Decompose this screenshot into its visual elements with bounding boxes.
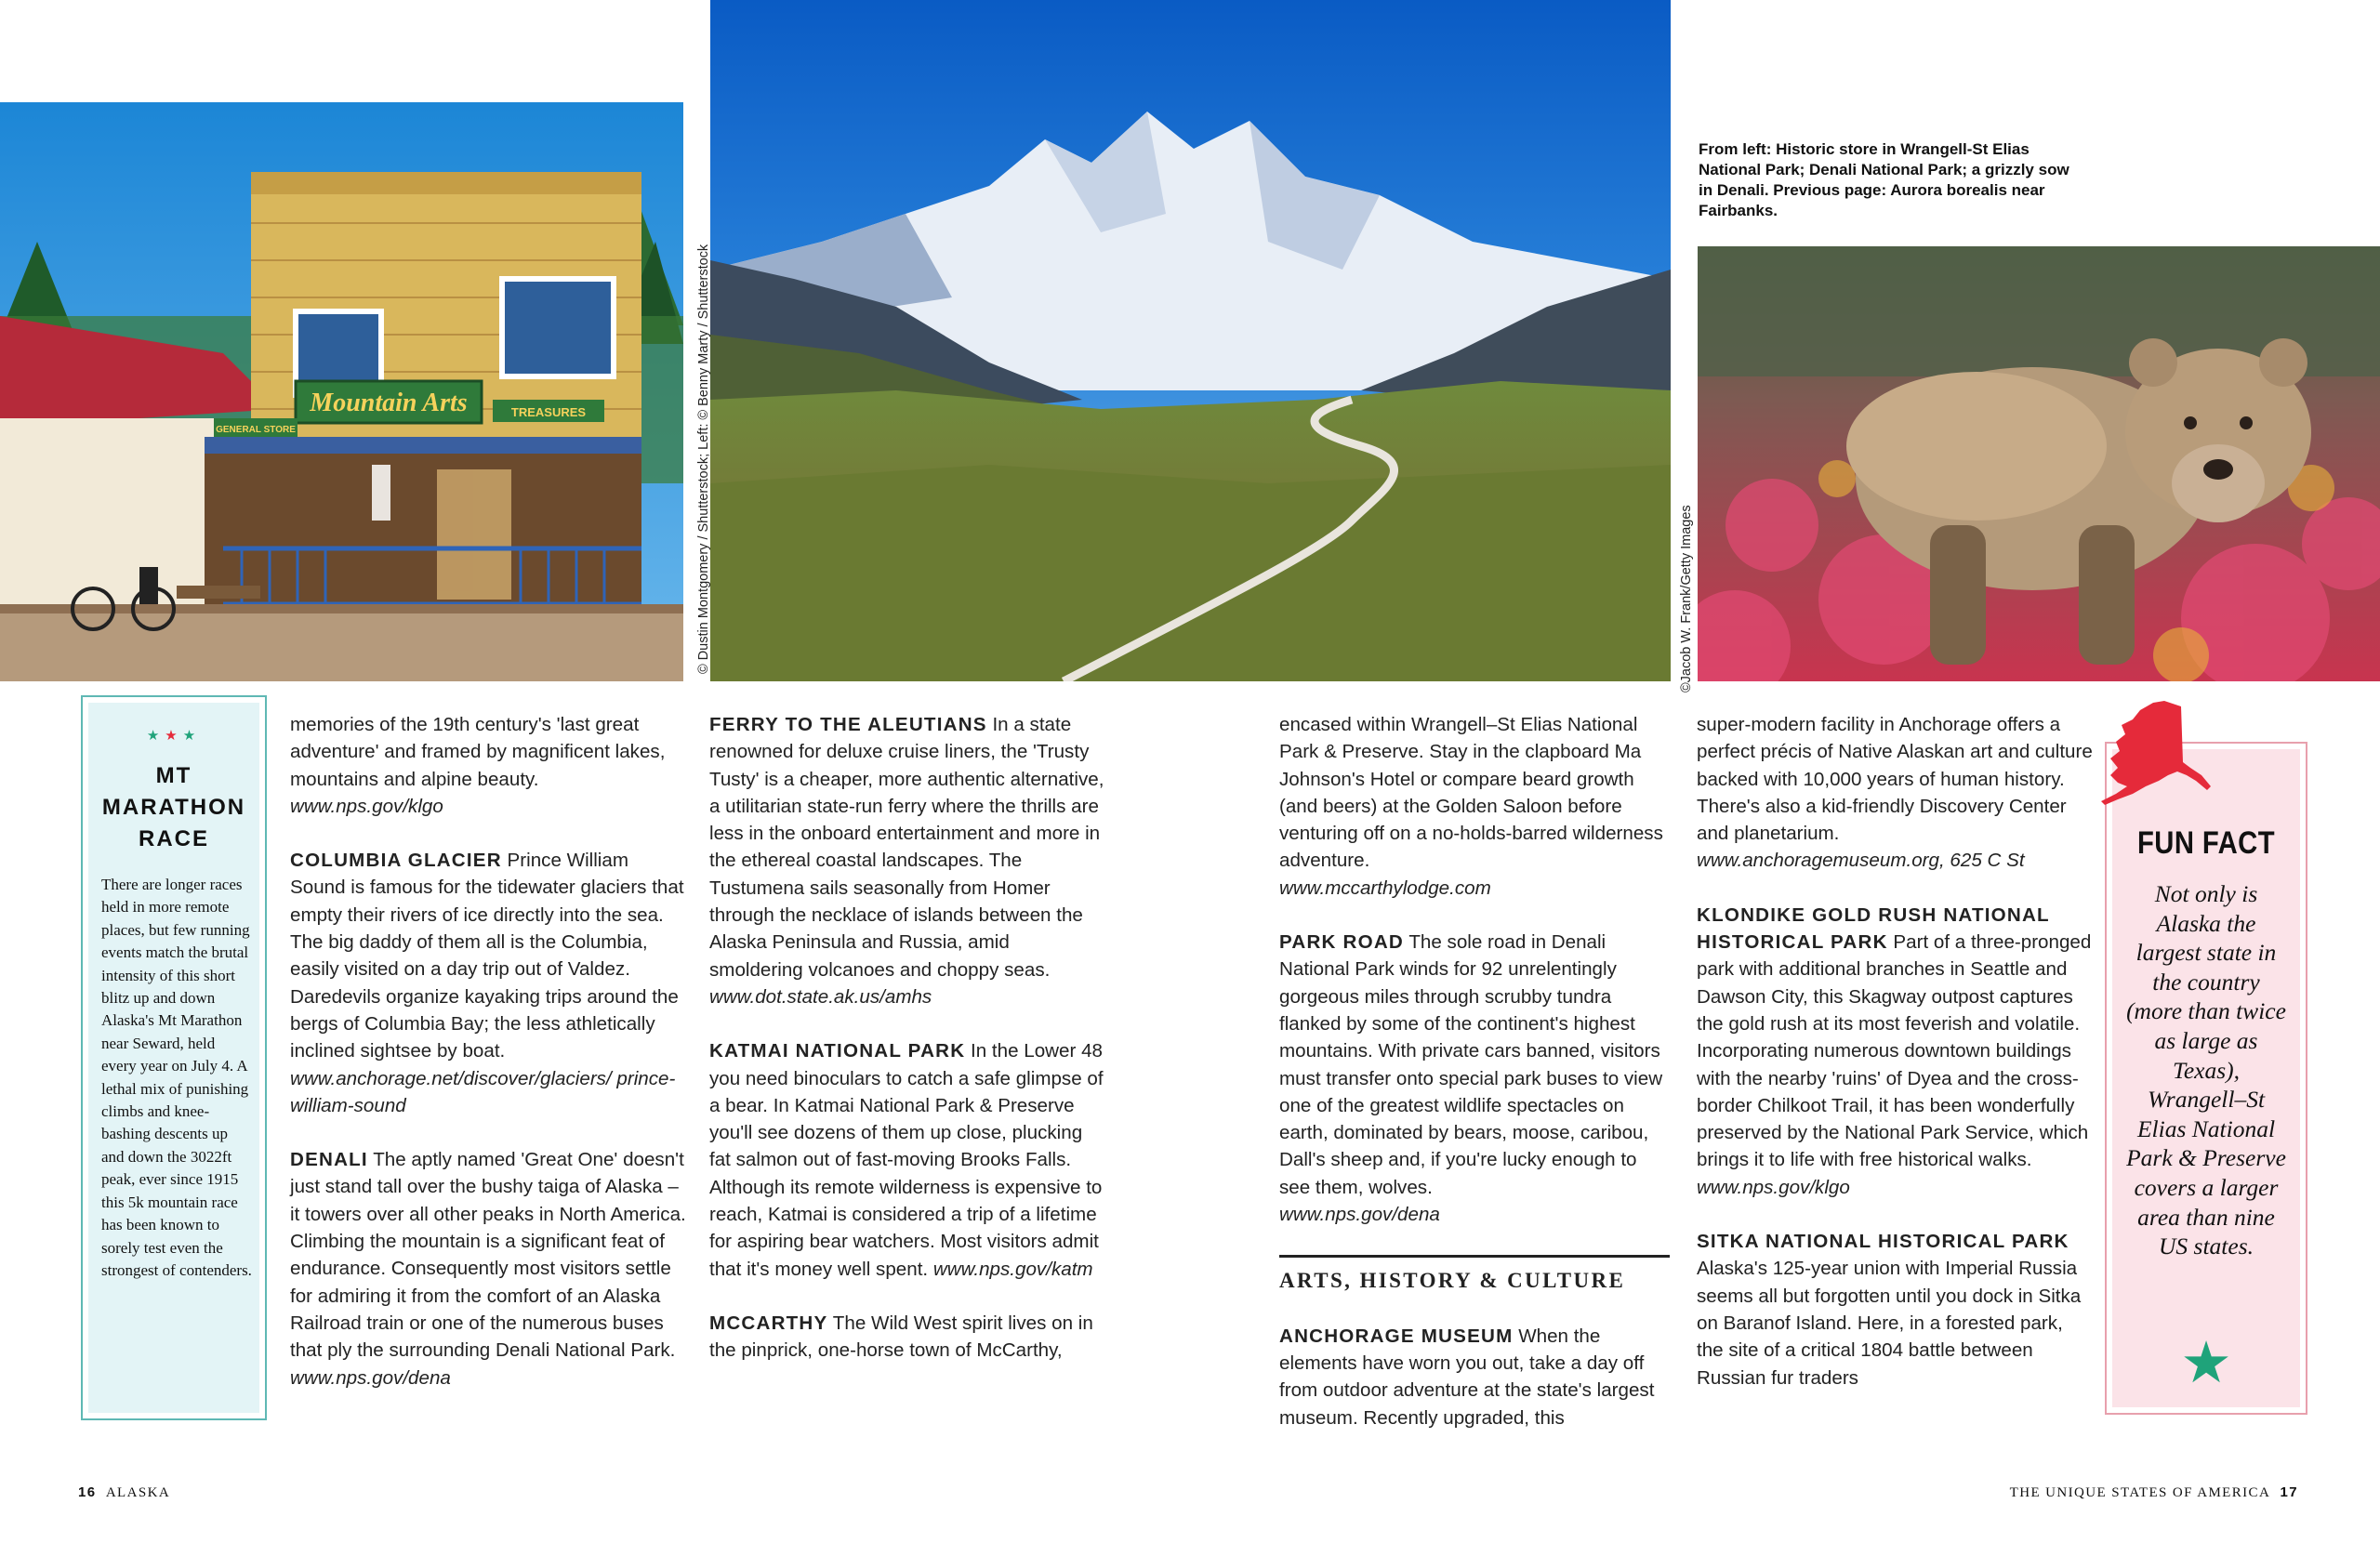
sidebar-stars [88, 727, 259, 744]
photo-credit-right: ©Jacob W. Frank/Getty Images [1679, 505, 1694, 692]
article-text: super-modern facility in Anchorage offers a perfect précis of Native Alaskan art and culture backed with 10,000 years of human history. There's also a kid-friendly Discovery Center and planetarium. [1697, 714, 2093, 845]
fun-fact-box-inner [2112, 749, 2300, 1407]
green-star-icon: ★ [2180, 1331, 2232, 1395]
article-link[interactable]: www.nps.gov/klgo [1697, 1176, 1850, 1198]
photo-caption: From left: Historic store in Wrangell-St Elias National Park; Denali National Park; a grizzly sow in Denali. Previous page: Aurora borealis near Fairbanks. [1699, 140, 2069, 219]
photo-credit-left: © Dustin Montgomery / Shutterstock; Left: © Benny Marty / Shutterstock [696, 244, 711, 674]
section-label-left: ALASKA [105, 1485, 171, 1500]
mt-marathon-sidebar-inner [88, 703, 259, 1413]
store-sign-side-text: TREASURES [510, 405, 587, 419]
article-text: When the elements have worn you out, take a day off from outdoor adventure at the state's largest museum. Recently upgraded, this [1279, 1325, 1655, 1429]
article-text: In a state renowned for deluxe cruise liners, the 'Trusty Tusty' is a cheaper, more authentic alternative, a utilitarian state-run ferry where the thrills are less in the onboard entertainment and more in the ethereal coastal landscapes. The Tustumena sails seasonally from Homer through the necklace of islands between the Alaska Peninsula and Russia, amid smoldering volcanoes and choppy seas. [709, 714, 1104, 981]
article-text: memories of the 19th century's 'last great adventure' and framed by magnificent lakes, mountains and alpine beauty. [290, 714, 666, 790]
store-sign-left-text: GENERAL STORE [216, 425, 296, 435]
page-number-right: 17 [2280, 1484, 2298, 1500]
article-text: Part of a three-pronged park with additional branches in Seattle and Dawson City, this Skagway outpost captures the gold rush at its most feverish and volatile. Incorporating numerous downtown buildings with the nearby 'ruins' of Dyea and the cross-border Chilkoot Trail, it has been wonderfully preserved by the National Park Service, which brings it to life with free historical walks. [1697, 931, 2092, 1171]
article-link[interactable]: www.mccarthylodge.com [1279, 877, 1491, 899]
store-photo-image [0, 102, 683, 681]
star-green-icon: ★ [146, 728, 165, 744]
sidebar-title-line: MARATHON [101, 795, 246, 820]
section-heading: DENALI [290, 1149, 368, 1171]
fun-fact-title: FUN FACT [2136, 825, 2276, 861]
section-heading: PARK ROAD [1279, 931, 1404, 954]
article-text: The Wild West spirit lives on in the pinprick, one-horse town of McCarthy, [709, 1312, 1093, 1362]
article-link[interactable]: www.nps.gov/dena [1279, 1204, 1440, 1226]
section-heading: MCCARTHY [709, 1312, 828, 1334]
article-link[interactable]: www.nps.gov/klgo [290, 795, 443, 817]
fun-fact-body: Not only is Alaska the largest state in the country (more than twice as large as Texas), Wrangell–St Elias National Park & Preserve covers a larger area than nine US states. [2126, 880, 2286, 1260]
article-column-2 [709, 711, 1105, 1365]
section-heading: COLUMBIA GLACIER [290, 850, 502, 872]
alaska-map-icon [2099, 697, 2215, 809]
article-column-4 [1697, 711, 2095, 1391]
mt-marathon-sidebar [81, 695, 267, 1420]
denali-photo [710, 0, 1671, 681]
store-photo [0, 102, 683, 681]
article-text: Prince William Sound is famous for the tidewater glaciers that empty their rivers of ice directly into the sea. The big daddy of them all is the Columbia, easily visited on a day trip out of Valdez. Daredevils organize kayaking trips around the bergs of Columbia Bay; the less athletically inclined sightsee by boat. [290, 850, 684, 1062]
article-link[interactable]: www.nps.gov/katm [932, 1258, 1093, 1280]
grizzly-photo [1698, 246, 2380, 681]
grizzly-photo-image [1698, 246, 2380, 681]
section-label-right: THE UNIQUE STATES OF AMERICA [2009, 1485, 2271, 1500]
page-number-left: 16 [78, 1484, 97, 1500]
sidebar-title [88, 760, 259, 855]
section-heading: ANCHORAGE MUSEUM [1279, 1325, 1514, 1347]
page-footer-left [78, 1484, 170, 1501]
section-heading: KLONDIKE GOLD RUSH NATIONAL HISTORICAL PARK [1697, 903, 2050, 954]
store-sign-text: Mountain Arts [310, 389, 468, 417]
page-footer-right [2010, 1484, 2298, 1501]
article-column-3 [1279, 711, 1670, 1431]
article-link[interactable]: www.anchorage.net/discover/glaciers/ prince-william-sound [290, 1067, 676, 1116]
arts-history-culture-heading: ARTS, HISTORY & CULTURE [1279, 1255, 1670, 1294]
section-heading: KATMAI NATIONAL PARK [709, 1040, 966, 1062]
denali-photo-image [710, 0, 1671, 681]
star-green-icon: ★ [182, 728, 202, 744]
article-text: The sole road in Denali National Park winds for 92 unrelentingly gorgeous miles through scrubby tundra flanked by some of the continent's highest mountains. With private cars banned, visitors must transfer onto special park buses to view one of the greatest wildlife spectacles on earth, dominated by bears, moose, caribou, Dall's sheep and, if you're lucky enough to see them, wolves. [1279, 931, 1663, 1198]
sidebar-title-line: RACE [138, 826, 209, 851]
article-text: encased within Wrangell–St Elias National Park & Preserve. Stay in the clapboard Ma Johnson's Hotel or compare beard growth (and beers) at the Golden Saloon before venturing off on a no-holds-barred wilderness adventure. [1279, 714, 1663, 872]
article-text: In the Lower 48 you need binoculars to catch a safe glimpse of a bear. In Katmai National Park & Preserve you'll see dozens of them up close, plucking fat salmon out of fast-moving Brooks Falls. Although its remote wilderness is expensive to reach, Katmai is considered a trip of a lifetime for aspiring bear watchers. Most visitors admit that it's money well spent. [709, 1040, 1104, 1280]
star-red-icon: ★ [165, 728, 183, 744]
article-link[interactable]: www.nps.gov/dena [290, 1366, 451, 1389]
article-text: Alaska's 125-year union with Imperial Russia seems all but forgotten until you dock in Sitka on Baranof Island. Here, in a forested park, the site of a critical 1804 battle between Russian fur traders [1697, 1258, 2082, 1389]
article-column-1 [290, 711, 686, 1391]
article-link[interactable]: www.dot.state.ak.us/amhs [709, 985, 932, 1008]
sidebar-title-line: MT [155, 763, 192, 788]
sidebar-body: There are longer races held in more remote places, but few running events match the brutal intensity of this short blitz up and down Alaska's Mt Marathon near Seward, held every year on July 4. A lethal mix of punishing climbs and knee-bashing descents up and down the 3022ft peak, ever since 1915 this 5k mountain race has been known to sorely test even the strongest of contenders. [101, 876, 252, 1279]
fun-fact-box [2105, 742, 2307, 1415]
article-link[interactable]: www.anchoragemuseum.org, 625 C St [1697, 850, 2025, 872]
section-heading: SITKA NATIONAL HISTORICAL PARK [1697, 1231, 2069, 1253]
section-heading: FERRY TO THE ALEUTIANS [709, 714, 987, 735]
article-text: The aptly named 'Great One' doesn't just stand tall over the bushy taiga of Alaska – it towers over all other peaks in North America. Climbing the mountain is a significant feat of endurance. Consequently most visitors settle for admiring it from the comfort of an Alaska Railroad train or one of the numerous buses that ply the surrounding Denali National Park. [290, 1149, 686, 1362]
